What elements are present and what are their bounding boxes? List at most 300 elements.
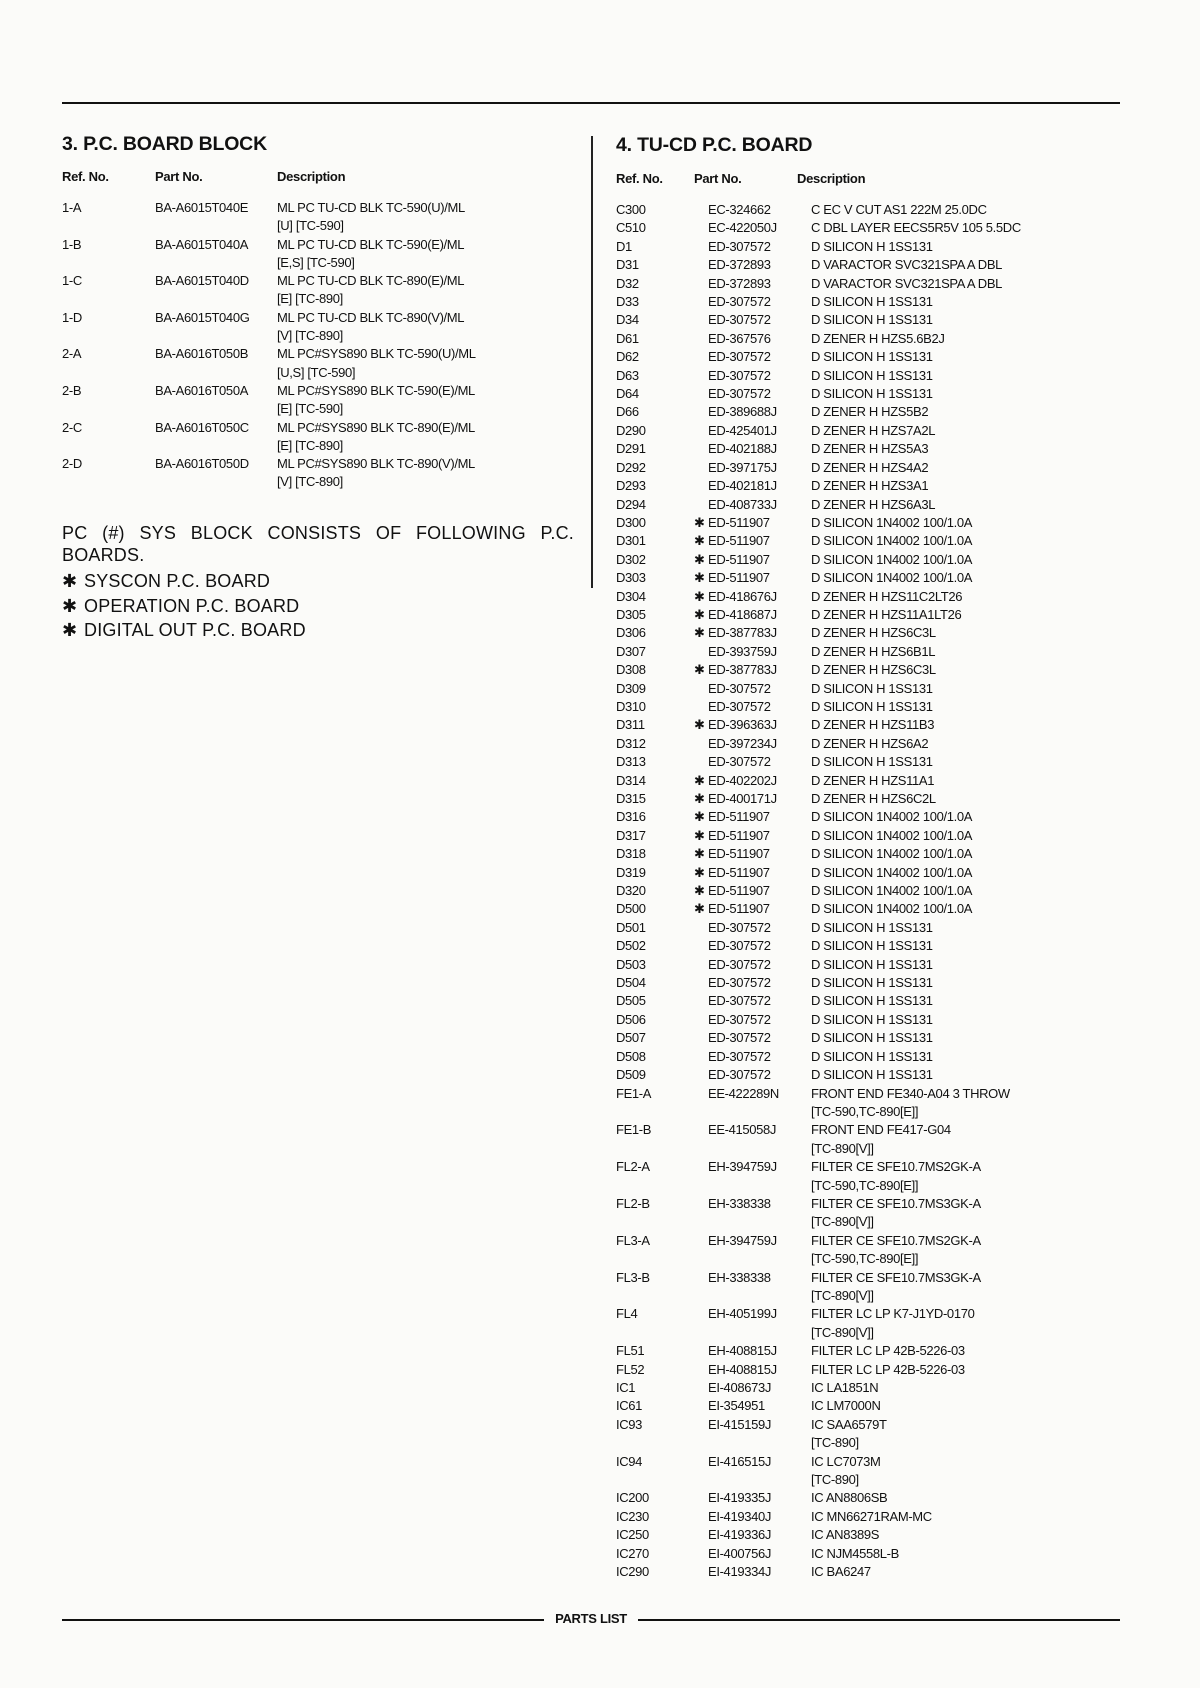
part-no (694, 348, 811, 366)
ref-no: FL4 (616, 1306, 638, 1322)
description-line: ML PC TU-CD BLK TC-890(V)/ML (277, 309, 465, 325)
description-line: D SILICON 1N4002 100/1.0A (811, 864, 973, 880)
part-no (694, 661, 811, 679)
table-row (616, 367, 1116, 385)
description (811, 716, 1116, 734)
part-no (694, 1232, 811, 1269)
description (811, 1158, 1116, 1195)
description (811, 1508, 1116, 1526)
description-line: FILTER CE SFE10.7MS2GK-A (811, 1232, 981, 1248)
part-no (155, 236, 277, 273)
description (277, 419, 582, 456)
description-line: ML PC#SYS890 BLK TC-890(E)/ML (277, 419, 475, 435)
part-no (694, 459, 811, 477)
ref-no: 1-A (62, 200, 82, 215)
description (811, 532, 1116, 550)
description-line: [U,S] [TC-590] (277, 364, 356, 380)
footer-rule-left (62, 1619, 544, 1621)
table-row (616, 956, 1116, 974)
description (277, 199, 582, 236)
part-no (694, 992, 811, 1010)
description-line: C DBL LAYER EECS5R5V 105 5.5DC (811, 220, 1021, 236)
description-line: IC MN66271RAM-MC (811, 1508, 932, 1524)
part-no-text: ED-307572 (708, 754, 771, 770)
part-no-text: ED-389688J (708, 404, 777, 420)
description-line: D SILICON H 1SS131 (811, 367, 933, 383)
part-no (694, 1342, 811, 1360)
ref-no: D504 (616, 975, 646, 991)
table-row (616, 459, 1116, 477)
table-row (62, 309, 582, 346)
description-line: [E,S] [TC-590] (277, 254, 355, 270)
table-row (62, 345, 582, 382)
description (811, 680, 1116, 698)
table-row (62, 419, 582, 456)
table-row (616, 1397, 1116, 1415)
column-divider (591, 136, 593, 588)
table-row (616, 569, 1116, 587)
part-no-text: ED-307572 (708, 993, 771, 1009)
part-no-text: ED-511907 (708, 570, 770, 586)
tu-cd-board-rows (616, 201, 1116, 1581)
supply-mark-icon: ✱ (694, 846, 705, 862)
ref-no: C510 (616, 220, 646, 236)
description-line: D SILICON H 1SS131 (811, 1067, 933, 1083)
part-no (694, 1085, 811, 1122)
description-line: D ZENER H HZS11A1 (811, 772, 935, 788)
description-line: FRONT END FE417-G04 (811, 1122, 951, 1138)
description-line: D SILICON H 1SS131 (811, 1011, 933, 1027)
ref-no: D62 (616, 349, 639, 365)
description-line: D SILICON 1N4002 100/1.0A (811, 901, 973, 917)
table-row (62, 382, 582, 419)
ref-no: D509 (616, 1067, 646, 1083)
ref-no: D308 (616, 662, 646, 678)
ref-no: FL2-A (616, 1159, 650, 1175)
description (811, 514, 1116, 532)
description-line: D ZENER H HZS11C2LT26 (811, 588, 963, 604)
note-list-item (62, 569, 574, 594)
description-line: [TC-890] (811, 1435, 859, 1451)
table-row (616, 1453, 1116, 1490)
ref-no: D309 (616, 680, 646, 696)
description-line: D SILICON H 1SS131 (811, 993, 933, 1009)
part-no-text: ED-511907 (708, 883, 770, 899)
description (811, 403, 1116, 421)
table-row (616, 1545, 1116, 1563)
table-row (616, 477, 1116, 495)
part-no (694, 1563, 811, 1581)
part-no-text: EI-400756J (708, 1545, 771, 1561)
part-no (694, 1011, 811, 1029)
part-no-text: ED-511907 (708, 864, 770, 880)
part-no (694, 753, 811, 771)
table-row (616, 311, 1116, 329)
description-line: D ZENER H HZS4A2 (811, 459, 929, 475)
ref-no: D319 (616, 864, 646, 880)
asterisk-icon: ✱ (62, 595, 78, 616)
footer-rule-right (638, 1619, 1120, 1621)
part-no (694, 1305, 811, 1342)
part-no-text: EC-324662 (708, 202, 771, 217)
description-line: FILTER LC LP 42B-5226-03 (811, 1361, 965, 1377)
part-no (694, 1545, 811, 1563)
part-no (694, 624, 811, 642)
table-row (616, 1269, 1116, 1306)
ref-no: FL51 (616, 1343, 645, 1359)
description (811, 459, 1116, 477)
ref-no: D66 (616, 404, 639, 420)
description-line: D ZENER H HZS6A2 (811, 735, 929, 751)
description-line: D ZENER H HZS11B3 (811, 717, 935, 733)
description (811, 974, 1116, 992)
part-no-text: EI-415159J (708, 1416, 771, 1432)
note-item-text: OPERATION P.C. BOARD (84, 595, 300, 616)
part-no-text: ED-372893 (708, 257, 771, 273)
description (811, 1232, 1116, 1269)
part-no-text: EI-419334J (708, 1564, 771, 1580)
part-no-text: EI-416515J (708, 1453, 771, 1469)
part-no (155, 419, 277, 456)
part-no-text: EH-394759J (708, 1159, 777, 1175)
part-no (694, 1048, 811, 1066)
supply-mark-icon: ✱ (694, 570, 705, 586)
part-no-text: ED-307572 (708, 367, 771, 383)
part-no-text: ED-387783J (708, 625, 777, 641)
ref-no: D508 (616, 1048, 646, 1064)
part-no-text: ED-425401J (708, 422, 777, 438)
table-row (616, 753, 1116, 771)
part-no-text: ED-511907 (708, 533, 770, 549)
part-no-text: ED-307572 (708, 1011, 771, 1027)
part-no (694, 569, 811, 587)
table-row (616, 1526, 1116, 1544)
section-title: 4. TU-CD P.C. BOARD (616, 134, 813, 156)
table-row (616, 238, 1116, 256)
part-no (694, 422, 811, 440)
description (811, 1121, 1116, 1158)
part-no-text: EH-408815J (708, 1343, 777, 1359)
table-row (616, 532, 1116, 550)
ref-no: D303 (616, 570, 646, 586)
description (811, 772, 1116, 790)
table-header (616, 169, 1116, 189)
part-no (694, 385, 811, 403)
description-line: IC AN8806SB (811, 1490, 888, 1506)
description-line: D SILICON 1N4002 100/1.0A (811, 827, 973, 843)
description-line: [TC-590,TC-890[E]] (811, 1103, 919, 1119)
ref-no: 1-C (62, 273, 82, 289)
header-ref-no: Ref. No. (616, 171, 663, 186)
description (811, 900, 1116, 918)
description-line: [TC-890] (811, 1472, 859, 1488)
description-line: ML PC TU-CD BLK TC-590(U)/ML (277, 200, 465, 215)
ref-no: D306 (616, 625, 646, 641)
asterisk-icon: ✱ (62, 571, 78, 591)
part-no-text: ED-393759J (708, 643, 777, 659)
description-line: ML PC TU-CD BLK TC-590(E)/ML (277, 236, 465, 252)
description (811, 956, 1116, 974)
ref-no: D300 (616, 514, 646, 530)
description (811, 1416, 1116, 1453)
description (811, 588, 1116, 606)
header-part-no: Part No. (155, 169, 203, 184)
table-row (62, 455, 582, 492)
part-no-text: ED-307572 (708, 1048, 771, 1064)
ref-no: D290 (616, 422, 646, 438)
part-no-text: EH-394759J (708, 1232, 777, 1248)
header-description: Description (277, 169, 346, 184)
table-row (616, 256, 1116, 274)
part-no (694, 772, 811, 790)
table-row (616, 551, 1116, 569)
part-no-text: EH-338338 (708, 1269, 771, 1285)
description-line: D SILICON H 1SS131 (811, 312, 933, 328)
part-no-text: EC-422050J (708, 220, 777, 236)
description (811, 643, 1116, 661)
table-row (62, 236, 582, 273)
part-no (694, 1397, 811, 1415)
table-row (616, 1342, 1116, 1360)
part-no (694, 1121, 811, 1158)
ref-no: IC250 (616, 1527, 649, 1543)
description-line: D SILICON H 1SS131 (811, 754, 933, 770)
ref-no: D503 (616, 956, 646, 972)
description (811, 1526, 1116, 1544)
table-row (616, 1489, 1116, 1507)
description (811, 551, 1116, 569)
note-list-item (62, 618, 574, 643)
description-line: FILTER LC LP K7-J1YD-0170 (811, 1306, 975, 1322)
part-no-text: ED-307572 (708, 1067, 771, 1083)
table-row (616, 422, 1116, 440)
part-no-text: ED-402181J (708, 478, 777, 494)
part-no-text: ED-511907 (708, 901, 770, 917)
part-no-text: ED-397175J (708, 459, 777, 475)
part-no (694, 219, 811, 237)
ref-no: D316 (616, 809, 646, 825)
description (811, 275, 1116, 293)
ref-no: D302 (616, 551, 646, 567)
part-no (694, 1508, 811, 1526)
ref-no: D313 (616, 754, 646, 770)
part-no-text: ED-402188J (708, 441, 777, 457)
description-line: ML PC#SYS890 BLK TC-890(V)/ML (277, 456, 475, 472)
description (811, 1048, 1116, 1066)
description (811, 496, 1116, 514)
table-row (616, 440, 1116, 458)
part-no-text: BA-A6015T040G (155, 309, 250, 325)
ref-no: IC270 (616, 1545, 649, 1561)
ref-no: D502 (616, 938, 646, 954)
description-line: IC AN8389S (811, 1527, 880, 1543)
ref-no: D291 (616, 441, 646, 457)
section-title: 3. P.C. BOARD BLOCK (62, 133, 267, 155)
ref-no: D304 (616, 588, 646, 604)
pc-board-block-section (62, 130, 582, 492)
table-row (616, 496, 1116, 514)
ref-no: IC93 (616, 1416, 643, 1432)
table-row (616, 201, 1116, 219)
ref-no: IC94 (616, 1453, 643, 1469)
description (811, 808, 1116, 826)
table-row (62, 199, 582, 236)
description (811, 367, 1116, 385)
part-no-text: ED-307572 (708, 698, 771, 714)
description (811, 864, 1116, 882)
description-line: D SILICON 1N4002 100/1.0A (811, 846, 973, 862)
part-no (694, 440, 811, 458)
part-no-text: ED-307572 (708, 1030, 771, 1046)
part-no (694, 1269, 811, 1306)
ref-no: D314 (616, 772, 646, 788)
description-line: D ZENER H HZS6C3L (811, 625, 936, 641)
description-line: IC LA1851N (811, 1380, 879, 1395)
part-no (694, 698, 811, 716)
description-line: D SILICON H 1SS131 (811, 294, 933, 310)
part-no (694, 330, 811, 348)
description-line: D ZENER H HZS5.6B2J (811, 330, 945, 346)
table-row (616, 919, 1116, 937)
ref-no: D507 (616, 1030, 646, 1046)
part-no-text: ED-400171J (708, 791, 777, 806)
part-no-text: ED-367576 (708, 330, 771, 346)
ref-no: D315 (616, 791, 646, 806)
ref-no: D501 (616, 919, 646, 935)
table-row (616, 330, 1116, 348)
description (811, 238, 1116, 256)
supply-mark-icon: ✱ (694, 809, 705, 825)
description (811, 1379, 1116, 1397)
ref-no: D305 (616, 606, 646, 622)
ref-no: IC230 (616, 1508, 649, 1524)
description (811, 201, 1116, 219)
part-no-text: ED-307572 (708, 238, 771, 254)
description-line: D ZENER H HZS6C3L (811, 662, 936, 678)
part-no (694, 293, 811, 311)
ref-no: FL3-B (616, 1269, 650, 1285)
description-line: ML PC#SYS890 BLK TC-590(E)/ML (277, 382, 475, 398)
ref-no: D311 (616, 717, 645, 733)
part-no-text: BA-A6015T040D (155, 273, 249, 289)
part-no (694, 606, 811, 624)
header-ref-no: Ref. No. (62, 169, 109, 184)
part-no-text: ED-307572 (708, 919, 771, 935)
table-row (616, 992, 1116, 1010)
description (811, 1397, 1116, 1415)
ref-no: D32 (616, 275, 639, 291)
description (811, 919, 1116, 937)
part-no-text: ED-408733J (708, 496, 777, 512)
description (811, 1342, 1116, 1360)
ref-no: IC290 (616, 1564, 649, 1580)
part-no-text: ED-511907 (708, 551, 770, 567)
table-row (616, 275, 1116, 293)
part-no (694, 1066, 811, 1084)
ref-no: D310 (616, 698, 646, 714)
part-no-text: ED-307572 (708, 938, 771, 954)
ref-no: 1-D (62, 309, 82, 325)
description (811, 992, 1116, 1010)
part-no-text: EI-354951 (708, 1398, 765, 1414)
part-no-text: BA-A6015T040A (155, 236, 249, 252)
part-no (694, 900, 811, 918)
table-row (616, 735, 1116, 753)
ref-no: D31 (616, 257, 639, 273)
description (811, 1029, 1116, 1047)
table-row (616, 1361, 1116, 1379)
description-line: D SILICON 1N4002 100/1.0A (811, 883, 973, 899)
description-line: D SILICON H 1SS131 (811, 938, 933, 954)
table-row (616, 624, 1116, 642)
table-row (616, 864, 1116, 882)
description-line: [TC-890[V]] (811, 1324, 874, 1340)
description-line: [E] [TC-590] (277, 401, 343, 417)
part-no-text: EI-419335J (708, 1490, 771, 1506)
description (811, 735, 1116, 753)
part-no (694, 680, 811, 698)
part-no (694, 919, 811, 937)
ref-no: D294 (616, 496, 646, 512)
part-no (694, 496, 811, 514)
description (277, 236, 582, 273)
description-line: D SILICON H 1SS131 (811, 919, 933, 935)
page-footer (62, 1612, 1120, 1626)
part-no (155, 309, 277, 346)
table-row (616, 937, 1116, 955)
description-line: D SILICON H 1SS131 (811, 1048, 933, 1064)
table-row (616, 808, 1116, 826)
part-no (694, 1158, 811, 1195)
description-line: D SILICON H 1SS131 (811, 956, 933, 972)
description-line: D SILICON 1N4002 100/1.0A (811, 551, 973, 567)
ref-no: IC1 (616, 1380, 636, 1395)
description (811, 1085, 1116, 1122)
part-no (694, 845, 811, 863)
table-row (616, 698, 1116, 716)
part-no (694, 1029, 811, 1047)
description (277, 382, 582, 419)
part-no-text: EH-338338 (708, 1195, 771, 1211)
part-no (694, 827, 811, 845)
description-line: D ZENER H HZS6C2L (811, 791, 936, 806)
part-no (694, 514, 811, 532)
description-line: IC SAA6579T (811, 1416, 887, 1432)
table-header (62, 167, 582, 187)
table-row (616, 827, 1116, 845)
table-row (616, 1158, 1116, 1195)
part-no (694, 956, 811, 974)
description-line: D VARACTOR SVC321SPA A DBL (811, 275, 1003, 291)
description-line: D SILICON H 1SS131 (811, 680, 933, 696)
table-row (62, 272, 582, 309)
part-no (694, 1453, 811, 1490)
table-row (616, 882, 1116, 900)
description (277, 345, 582, 382)
part-no (694, 311, 811, 329)
description-line: D ZENER H HZS6A3L (811, 496, 936, 512)
part-no-text: ED-307572 (708, 956, 771, 972)
part-no (155, 382, 277, 419)
table-row (616, 588, 1116, 606)
table-row (616, 716, 1116, 734)
part-no (694, 1526, 811, 1544)
supply-mark-icon: ✱ (694, 827, 705, 843)
part-no-text: ED-307572 (708, 386, 771, 402)
description-line: [U] [TC-590] (277, 218, 344, 234)
part-no (694, 808, 811, 826)
supply-mark-icon: ✱ (694, 606, 705, 622)
